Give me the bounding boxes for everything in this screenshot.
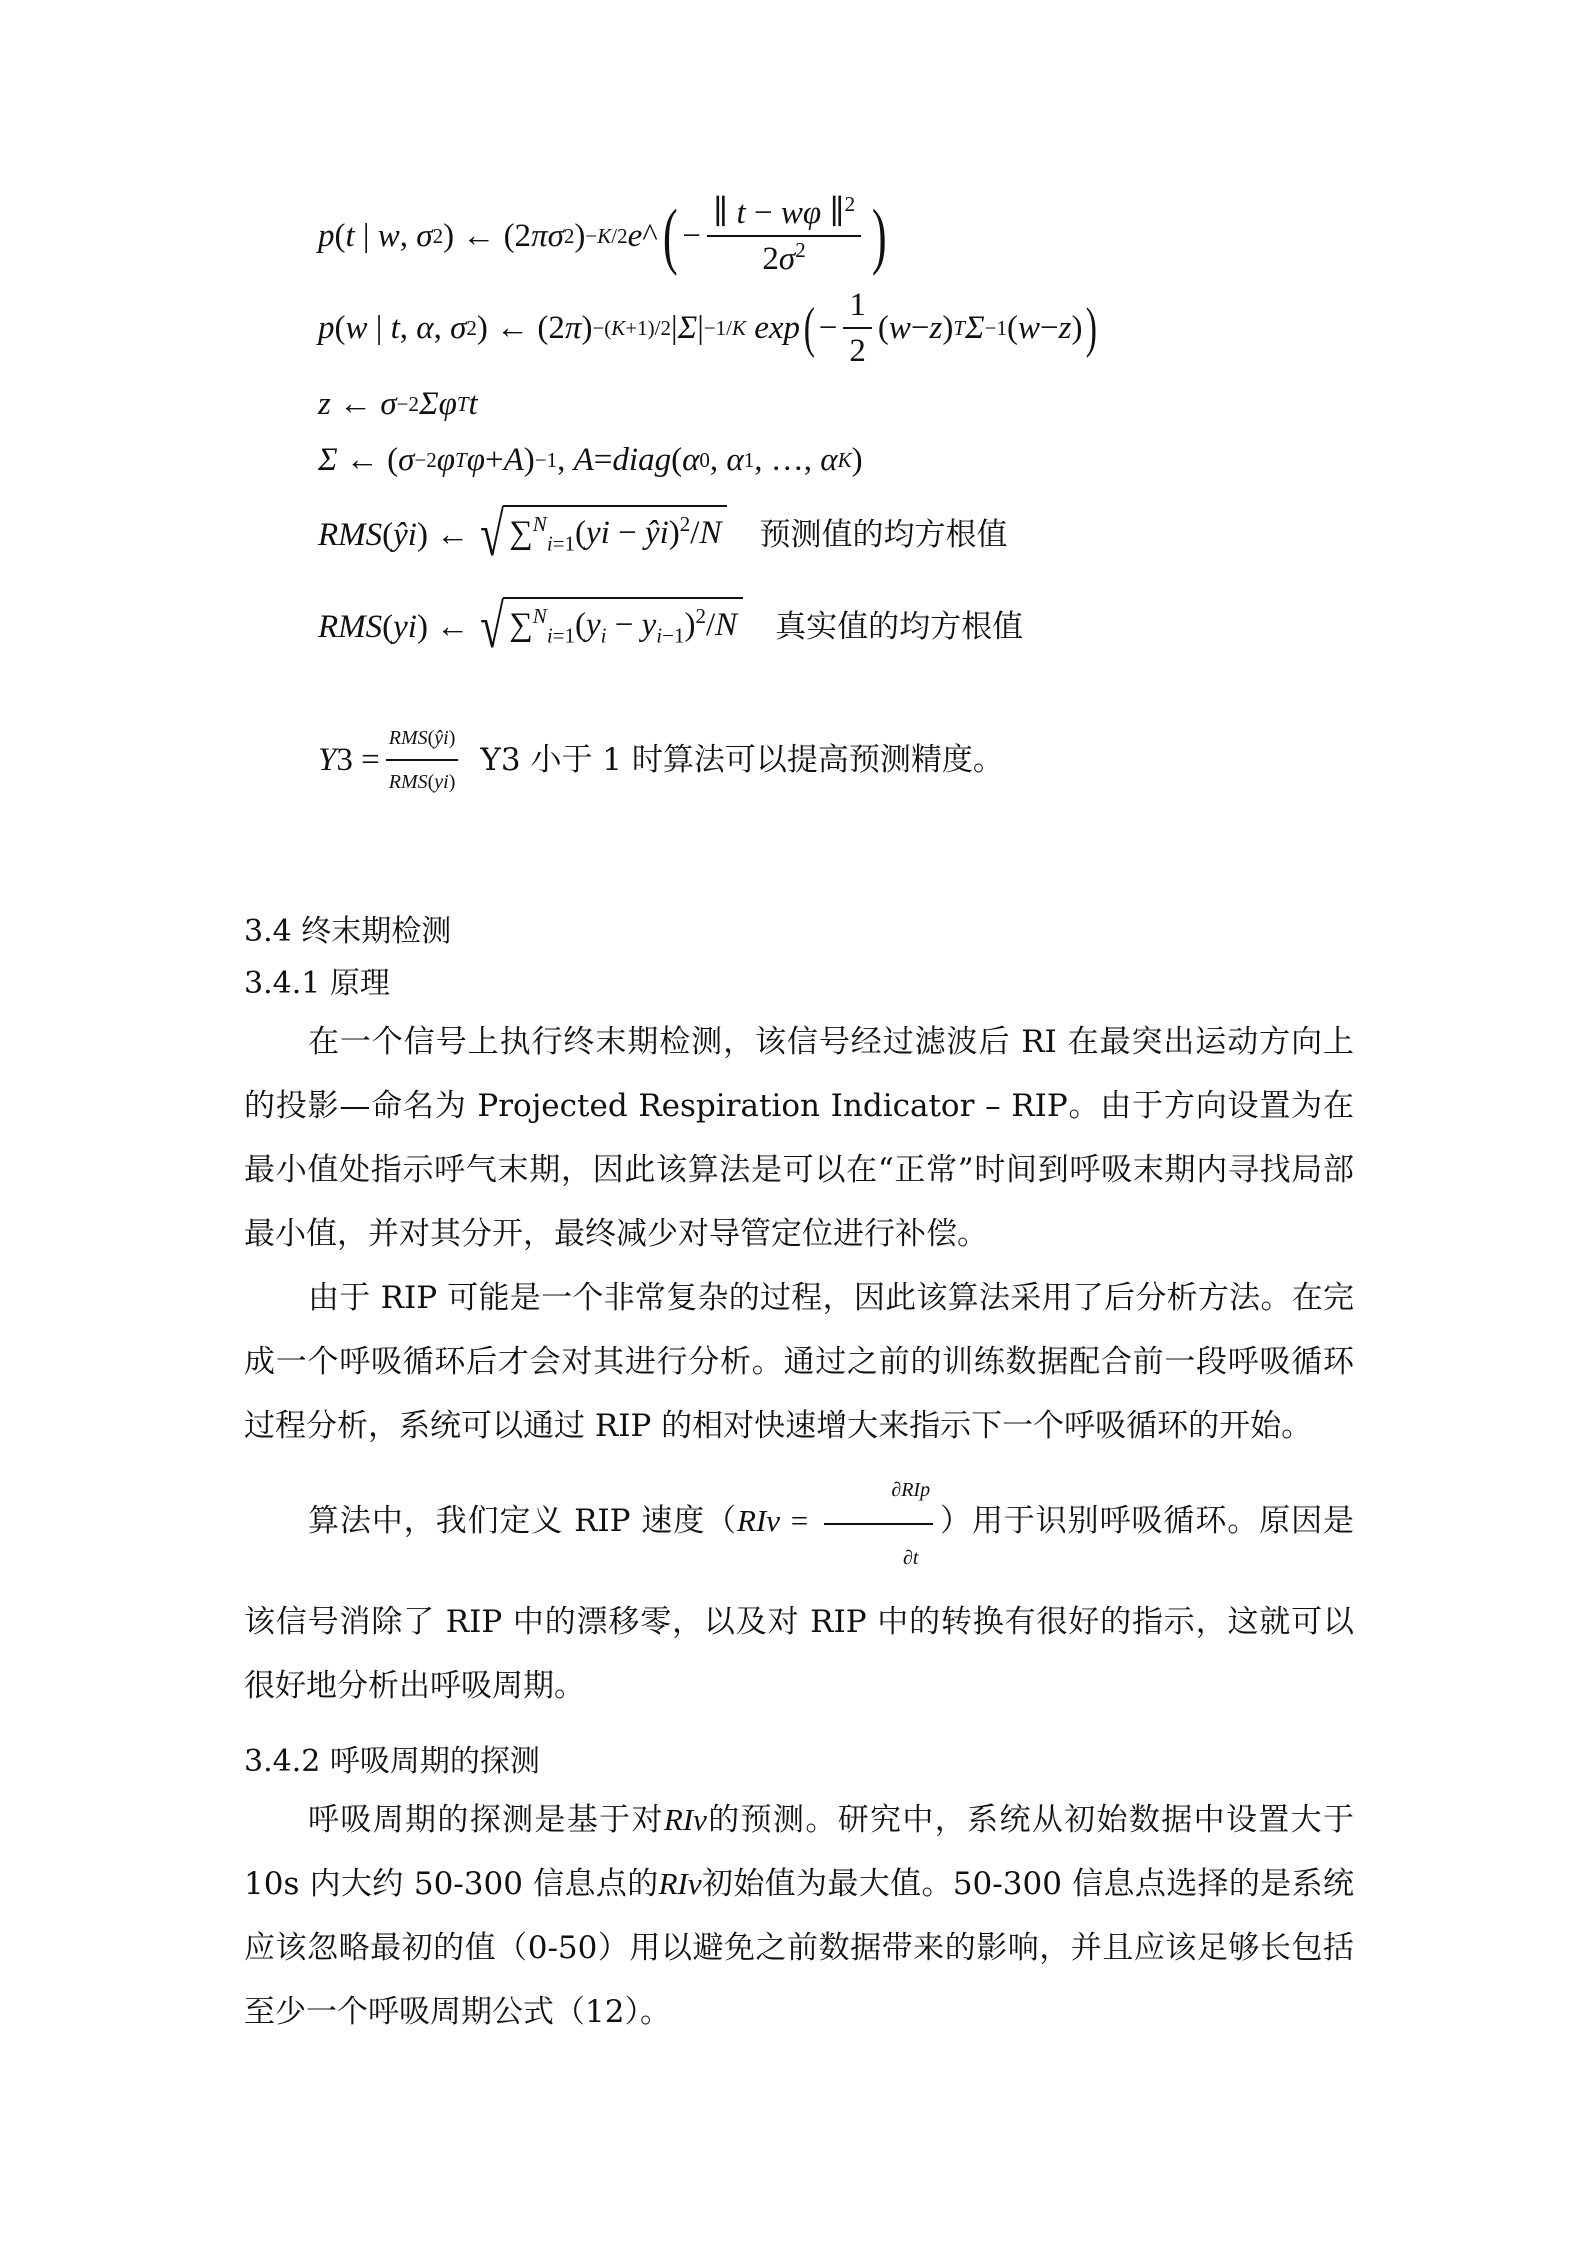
- section-heading-3-4-2: 3.4.2 呼吸周期的探测: [244, 1744, 540, 1779]
- rms-true-note: 真实值的均方根值: [775, 609, 1024, 645]
- paragraph-4-a: 呼吸周期的探测是基于对: [308, 1802, 664, 1838]
- rms-pred-note: 预测值的均方根值: [759, 517, 1008, 553]
- formula-sigma: Σ ← ( σ −2 φ T φ + A ) −1 , A = diag ( α 0 , α 1 , …, α K ): [318, 442, 863, 478]
- riv-symbol: RIv: [737, 1503, 781, 1539]
- riv-inline-1: RIv: [663, 1802, 707, 1837]
- riv-inline-2: RIv: [658, 1866, 702, 1901]
- paragraph-3-b: ）用于识别呼吸循环。原因是该信号消除了 RIP 中的漂移零，以及对 RIP 中的转换有很好的指示，这就可以很好地分析出呼吸周期。: [244, 1503, 1354, 1704]
- y3-note: Y3 小于 1 时算法可以提高预测精度。: [480, 742, 1004, 778]
- paragraph-3: [244, 1458, 1354, 1718]
- formula-likelihood: p ( t | w , σ 2 ) ← (2 πσ 2 ) −K/2 e ^ ( − $\frac{\parallel t - w\varphi \parallel^2}{2\sigma^2}$ ): [318, 192, 887, 277]
- riv-formula: RIv = $\frac{\text{∂RIp}}{\partial t}$: [737, 1503, 939, 1538]
- paragraph-principle: [244, 1010, 1354, 1718]
- formula-rms-true: RMS ( yi ) ← √ $\sum^N_{i=1}(y_i - y_{i-1})^2/N$ 真实值的均方根值: [318, 593, 1024, 661]
- formula-z: z ← σ −2 Σφ T t: [318, 386, 478, 422]
- paragraph-4: [244, 1788, 1354, 2044]
- formula-block: [318, 190, 1418, 800]
- formula-rms-pred: RMS ( ŷi ) ← √ ∑$^N_{i=1}$(yi − ŷi)$^2$/N 预测值的均方根值: [318, 501, 1008, 569]
- paragraph-2: 由于 RIP 可能是一个非常复杂的过程，因此该算法采用了后分析方法。在完成一个呼吸循环后才会对其进行分析。通过之前的训练数据配合前一段呼吸循环过程分析，系统可以通过 RIP 的相对快速增大来指示下一个呼吸循环的开始。: [244, 1280, 1354, 1444]
- section-heading-3-4: 3.4 终末期检测: [244, 914, 452, 949]
- paragraph-4-b: 的预测。研究中，系统从初始数据中设置大于 10s 内大约 50-300 信息点的: [244, 1802, 1355, 1902]
- paragraph-detection: [244, 1788, 1354, 2044]
- paragraph-4-c: 初始值为最大值。50-300 信息点选择的是系统应该忽略最初的值（0-50）用以避免之前数据带来的影响，并且应该足够长包括至少一个呼吸周期公式（12）。: [244, 1866, 1354, 2030]
- paragraph-1: 在一个信号上执行终末期检测，该信号经过滤波后 RI 在最突出运动方向上的投影—命名为 Projected Respiration Indicator – RIP。由于方向设置为在最小值处指示呼气末期，因此该算法是可以在“正常”时间到呼吸末期内寻找局部最小值，并对其分开，最终减少对导管定位进行补偿。: [244, 1024, 1354, 1252]
- paragraph-3-a: 算法中，我们定义 RIP 速度（: [308, 1503, 738, 1540]
- formula-posterior: p ( w | t , α , σ 2 ) ← (2 π ) −(K+1)/2 | Σ | −1/K exp ( − $\frac{1}{2}$ ( w − z ) T Σ −1 ( w − z ) ): [318, 287, 1098, 369]
- section-heading-3-4-1: 3.4.1 原理: [244, 966, 390, 1001]
- formula-y3: Y 3 = $\frac{\text{RMS(ŷi)}}{\text{RMS(yi)}}$ Y3 小于 1 时算法可以提高预测精度。: [318, 720, 1418, 800]
